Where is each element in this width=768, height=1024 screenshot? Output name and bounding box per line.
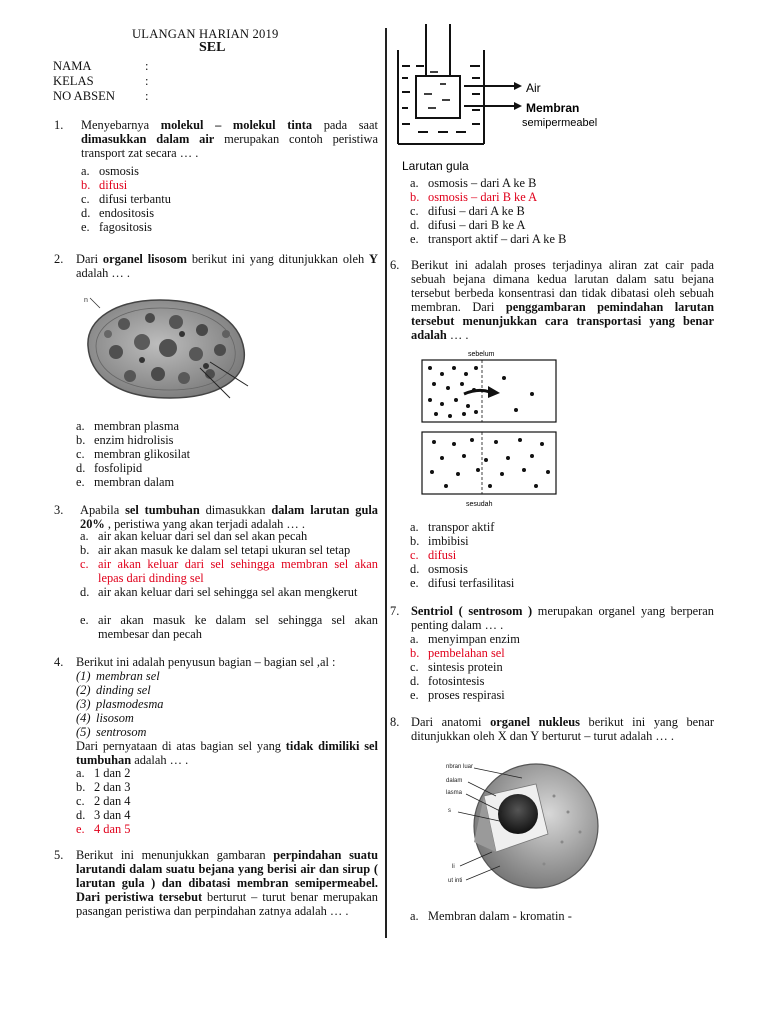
exam-subtitle: SEL [199,40,226,55]
diffusion-diagram [420,348,560,512]
option-3c[interactable]: c. air akan keluar dari sel sehingga membran sel akan lepas dari dinding sel [80,557,378,585]
option-7a[interactable]: a. menyimpan enzim [410,632,520,646]
option-6b[interactable]: b. imbibisi [410,534,469,548]
part-4: (4) lisosom [76,711,134,725]
option-2b[interactable]: b. enzim hidrolisis [76,433,174,447]
part-2: (2) dinding sel [76,683,151,697]
diagram-label-sebelum: sebelum [468,351,495,358]
column-divider [385,28,387,938]
diagram-label-air: Air [526,81,541,95]
field-no-absen: NO ABSEN : [53,89,149,103]
option-1e[interactable]: e. fagositosis [81,220,153,234]
option-4e[interactable]: e. 4 dan 5 [76,822,131,836]
option-3b[interactable]: b. air akan masuk ke dalam sel tetapi ukuran sel tetap [80,543,351,557]
option-6d[interactable]: d. osmosis [410,562,468,576]
option-1b[interactable]: b. difusi [81,178,128,192]
nucleus-image [444,756,604,892]
option-6c[interactable]: c. difusi [410,548,457,562]
question-3-text: Apabila sel tumbuhan dimasukkan dalam larutan gula 20% , peristiwa yang akan terjadi adalah … . [80,503,378,531]
nucleus-label-2: dalam [446,778,463,784]
option-8a[interactable]: a. Membran dalam - kromatin - [410,909,572,923]
option-1d[interactable]: d. endositosis [81,206,155,220]
question-4-text: Berikut ini adalah penyusun bagian – bagian sel ,al : [76,655,336,669]
option-5a[interactable]: a. osmosis – dari A ke B [410,176,537,190]
option-2c[interactable]: c. membran glikosilat [76,447,191,461]
question-7-text: Sentriol ( sentrosom ) merupakan organel yang berperan penting dalam … . [411,604,714,632]
nucleus-label-3: lasma [446,790,463,796]
option-5e[interactable]: e. transport aktif – dari A ke B [410,232,567,246]
part-1: (1) membran sel [76,669,160,683]
question-1-text: Menyebarnya molekul – molekul tinta pada saat dimasukkan dalam air merupakan contoh peristiwa transport zat secara … . [81,118,378,160]
question-6-text: Berikut ini adalah proses terjadinya aliran zat cair pada sebuah bejana dimana kedua larutan dalam satu bejana tersebut berbeda konsentrasi dan tidak dibatasi oleh sebuah membran. Dari penggambaran pemindahan larutan tersebut menunjukkan cara transportasi yang benar adalah … . [411,258,714,342]
option-3e[interactable]: e. air akan masuk ke dalam sel sehingga sel akan membesar dan pecah [80,613,378,641]
nucleus-label-4: s [448,808,451,814]
option-4d[interactable]: d. 3 dan 4 [76,808,131,822]
exam-title: ULANGAN HARIAN 2019 [132,27,279,41]
option-1a[interactable]: a. osmosis [81,164,139,178]
option-4a[interactable]: a. 1 dan 2 [76,766,131,780]
field-kelas: KELAS : [53,74,149,88]
part-3: (3) plasmodesma [76,697,164,711]
question-8-text: Dari anatomi organel nukleus berikut ini yang benar ditunjukkan oleh X dan Y berturut – turut adalah … . [411,715,715,743]
nucleus-label-5: li [452,864,455,870]
option-4b[interactable]: b. 2 dan 3 [76,780,131,794]
right-column: Air Membran semipermeabel Larutan gula a. osmosis – dari A ke B b. osmosis – dari B ke A c. difusi – dari A ke B d. difusi – dari B ke A e. transport aktif – dari A ke B 6. Berikut ini adalah proses terjadinya aliran zat cair pada sebuah bejana dimana kedua larutan dalam satu bejana tersebut berbeda konsentrasi dan tidak dibatasi oleh sebuah membran. Dari penggambaran pemindahan larutan tersebut menunjukkan cara transportasi yang benar adalah … . sebelum sesudah a. transpor aktif b. imbibisi c. difusi d. osmosis e. difusi terfasilitasi 7. Sentriol ( sentrosom ) merupakan organel yang berperan penting dalam … . a. menyimpan enzim b. pembelahan sel c. sintesis protein d. fotosintesis e. proses respirasi 8. Dari anatomi organel nukleus berikut ini yang benar ditunjukkan oleh X dan Y berturut – turut adalah … . nbran luar dalam lasma s li ut inti a. Membran dalam - kromatin - [390,0,768,1024]
option-7d[interactable]: d. fotosintesis [410,674,485,688]
question-4-question: Dari pernyataan di atas bagian sel yang tidak dimiliki sel tumbuhan adalah … . [76,739,378,767]
option-6e[interactable]: e. difusi terfasilitasi [410,576,515,590]
option-5c[interactable]: c. difusi – dari A ke B [410,204,525,218]
option-5d[interactable]: d. difusi – dari B ke A [410,218,526,232]
diagram-label-sesudah: sesudah [466,501,493,508]
nucleus-label-6: ut inti [448,878,463,884]
option-2d[interactable]: d. fosfolipid [76,461,143,475]
option-3a[interactable]: a. air akan keluar dari sel dan sel akan pecah [80,529,308,543]
diagram-label-membran: Membran [526,101,580,115]
option-1c[interactable]: c. difusi terbantu [81,192,171,206]
option-6a[interactable]: a. transpor aktif [410,520,495,534]
nucleus-label-1: nbran luar [446,764,474,770]
option-7e[interactable]: e. proses respirasi [410,688,505,702]
lysosome-image [80,294,252,402]
option-2e[interactable]: e. membran dalam [76,475,175,489]
field-nama: NAMA : [53,59,149,73]
diagram-label-larutan-gula: Larutan gula [402,159,469,173]
left-column: ULANGAN HARIAN 2019 SEL NAMA : KELAS : NO ABSEN : 1. Menyebarnya molekul – molekul tinta pada saat dimasukkan dalam air merupakan contoh peristiwa transport zat secara … . a. osmosis b. difusi c. difusi terbantu d. endositosis e. fagositosis 2. Dari organel lisosom berikut ini yang ditunjukkan oleh Y adalah … . n a. membran plasma b. enzim hidrolisis c. membran glikosilat d. fosfolipid e. membran dalam 3. Apabila sel tumbuhan dimasukkan dalam larutan gula 20% , peristiwa yang akan terjadi adalah … . a. air akan keluar dari sel dan sel akan pecah b. air akan masuk ke dalam sel tetapi ukuran sel tetap c. air akan keluar dari sel sehingga membran sel akan lepas dari dinding sel d. air akan keluar dari sel sehingga sel akan mengkerut e. air akan masuk ke dalam sel sehingga sel akan membesar dan pecah 4. Berikut ini adalah penyusun bagian – bagian sel ,al : (1) membran sel (2) dinding sel (3) plasmodesma (4) lisosom (5) sentrosom Dari pernyataan di atas bagian sel yang tidak dimiliki sel tumbuhan adalah … . a. 1 dan 2 b. 2 dan 3 c. 2 dan 4 d. 3 dan 4 e. 4 dan 5 5. Berikut ini menunjukkan gambaran perpindahan suatu larutandi dalam suatu bejana yang berisi air dan sirup ( larutan gula ) dan dibatasi membran semipermeabel. Dari peristiwa tersebut berturut – turut benar merupakan pasangan peristiwa dan perpindahan zatnya adalah … . [53,27,379,918]
osmosis-diagram [394,20,624,178]
option-2a[interactable]: a. membran plasma [76,419,179,433]
option-7c[interactable]: c. sintesis protein [410,660,503,674]
part-5: (5) sentrosom [76,725,147,739]
question-2-text: Dari organel lisosom berikut ini yang ditunjukkan oleh Y adalah … . [76,252,378,280]
option-5b[interactable]: b. osmosis – dari B ke A [410,190,538,204]
option-4c[interactable]: c. 2 dan 4 [76,794,131,808]
question-5-text: Berikut ini menunjukkan gambaran perpindahan suatu larutandi dalam suatu bejana yang berisi air dan sirup ( larutan gula ) dan dibatasi membran semipermeabel. Dari peristiwa tersebut berturut – turut benar merupakan pasangan peristiwa dan perpindahan zatnya adalah … . [76,848,379,918]
lysosome-label-n: n [84,297,88,304]
diagram-label-semipermeabel: semipermeabel [522,117,598,129]
option-7b[interactable]: b. pembelahan sel [410,646,505,660]
option-3d[interactable]: d. air akan keluar dari sel sehingga sel akan mengkerut [80,585,358,599]
